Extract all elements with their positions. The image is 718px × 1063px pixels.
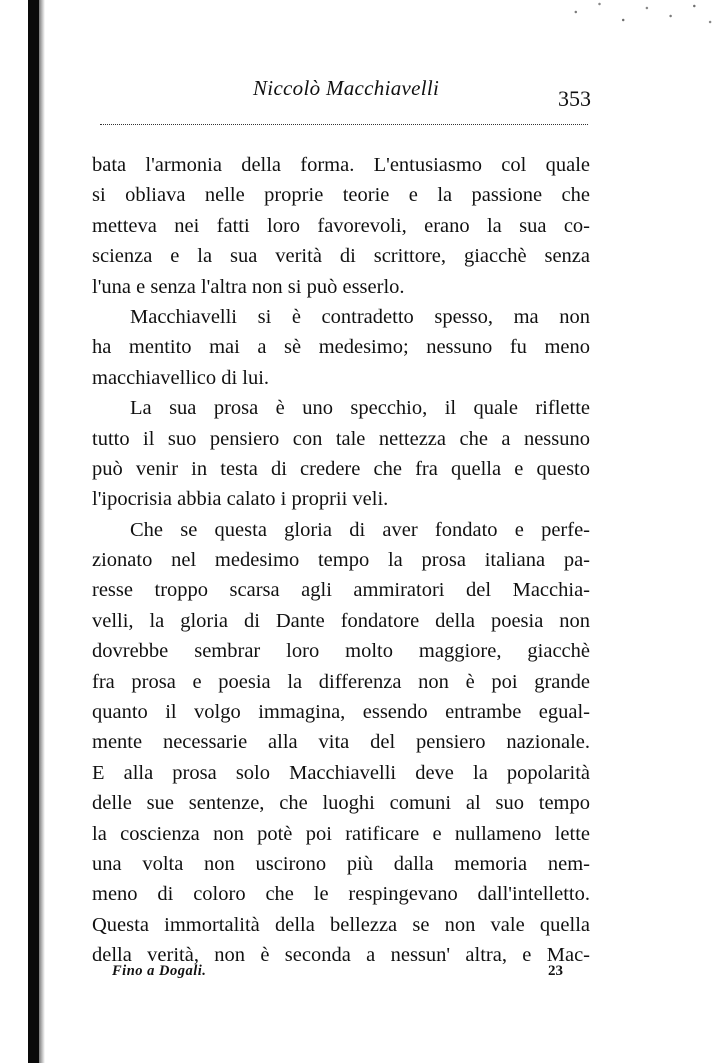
text-line: mente necessarie alla vita del pensiero nazionale. — [92, 731, 590, 754]
text-line: può venir in testa di credere che fra quella e questo — [92, 457, 590, 480]
text-line: E alla prosa solo Macchiavelli deve la popolarità — [92, 761, 590, 784]
text-line: meno di coloro che le respingevano dall'intelletto. — [92, 883, 590, 906]
text-line: ha mentito mai a sè medesimo; nessuno fu meno — [92, 336, 590, 359]
text-line: l'una e senza l'altra non si può esserlo. — [92, 275, 405, 298]
paper-speckle — [560, 0, 718, 40]
text-line: l'ipocrisia abbia calato i proprii veli. — [92, 488, 389, 511]
printer-signature: Fino a Dogali. — [112, 963, 207, 979]
text-line: scienza e la sua verità di scrittore, giacchè senza — [92, 245, 590, 268]
text-line: La sua prosa è uno specchio, il quale riflette — [130, 397, 590, 420]
header-rule — [100, 124, 588, 125]
sheet-number: 23 — [548, 963, 563, 979]
gutter-shading — [39, 0, 45, 1063]
text-line: Che se questa gloria di aver fondato e perfe- — [130, 518, 590, 541]
text-line: zionato nel medesimo tempo la prosa italiana pa- — [92, 549, 590, 572]
text-line: metteva nei fatti loro favorevoli, erano la sua co- — [92, 214, 590, 237]
text-line: una volta non uscirono più dalla memoria nem- — [92, 852, 590, 875]
text-line: la coscienza non potè poi ratificare e nullameno lette — [92, 822, 590, 845]
text-line: si obliava nelle proprie teorie e la passione che — [92, 184, 590, 207]
text-line: velli, la gloria di Dante fondatore della poesia non — [92, 609, 590, 632]
text-line: fra prosa e poesia la differenza non è poi grande — [92, 670, 590, 693]
book-spine-shadow — [28, 0, 39, 1063]
text-line: Macchiavelli si è contradetto spesso, ma non — [130, 305, 590, 328]
text-line: macchiavellico di lui. — [92, 366, 270, 389]
text-line: tutto il suo pensiero con tale nettezza che a nessuno — [92, 427, 590, 450]
text-line: bata l'armonia della forma. L'entusiasmo col quale — [92, 154, 590, 176]
text-line: resse troppo scarsa agli ammiratori del Macchia- — [92, 579, 590, 602]
text-line: dovrebbe sembrar loro molto maggiore, giacchè — [92, 640, 590, 663]
text-line: della verità, non è seconda a nessun' altra, e Mac- — [92, 944, 590, 967]
text-line: quanto il volgo immagina, essendo entrambe egual- — [92, 701, 590, 724]
text-line: Questa immortalità della bellezza se non vale quella — [92, 913, 590, 936]
running-title: Niccolò Macchiavelli — [253, 76, 440, 100]
page-number: 353 — [558, 86, 591, 111]
text-line: delle sue sentenze, che luoghi comuni al suo tempo — [92, 792, 590, 815]
body-text — [92, 150, 590, 971]
